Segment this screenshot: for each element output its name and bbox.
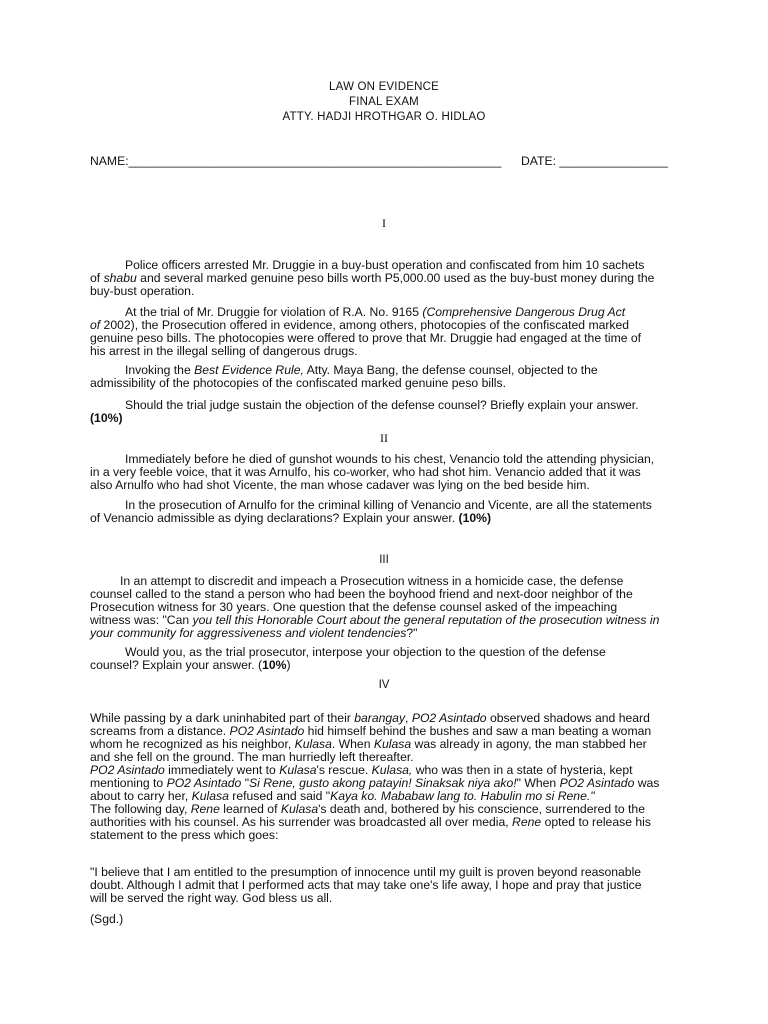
s1-p3-text: Invoking the [125,363,195,377]
s1-p1-text: and several marked genuine peso bills worth P5,000.00 used as the buy-bust money during the [136,271,655,285]
s4-text: . When [331,737,374,751]
kulasa: Kulasa [191,789,229,803]
section-2-numeral: II [380,431,388,445]
s1-p2-line-c: genuine peso bills. The photocopies were offered to prove that Mr. Druggie had engaged at the time of [90,331,642,345]
section-1-paragraph-1 [90,259,680,298]
section-2-question [90,499,680,525]
s4-text: 's death and, bothered by his conscience, surrendered to the [318,802,645,816]
s4-line-4: and she fell on the ground. The man hurriedly left thereafter. [90,750,414,764]
shabu-term: shabu [103,271,137,285]
po2-asintado: PO2 Asintado [229,724,305,738]
s1-p3-line-b: admissibility of the photocopies of the confiscated marked genuine peso bills. [90,376,506,390]
s2-points: (10%) [458,511,492,525]
section-1-question [90,399,680,425]
s3-question-line-a: Would you, as the trial prosecutor, interpose your objection to the question of the defense [125,645,606,659]
exam-title: LAW ON EVIDENCE [329,81,439,93]
section-3-numeral: III [379,554,389,566]
s3-p1-text: ?" [406,626,418,640]
professor-name: ATTY. HADJI HROTHGAR O. HIDLAO [282,111,486,123]
kulasa: Kulasa [279,763,317,777]
date-field[interactable] [521,155,668,168]
s1-p1-line-c: buy-bust operation. [90,284,195,298]
po2-asintado: PO2 Asintado [90,763,165,777]
s3-p1-line-b: counsel called to the stand a person who had been the boyhood friend and next-door neighbor of the [90,587,633,601]
best-evidence-rule: Best Evidence Rule, [194,363,304,377]
s4-text: whom he recognized as his neighbor, [90,737,295,751]
s4-text: observed shadows and heard [486,711,650,725]
rene: Rene [190,802,220,816]
name-field[interactable] [90,155,501,168]
section-4-numeral: IV [378,679,390,691]
barangay-term: barangay [354,711,406,725]
s3-points: 10% [262,658,287,672]
s4-text: screams from a distance. [90,724,230,738]
po2-asintado: PO2 Asintado [559,776,635,790]
section-3-question [90,646,680,672]
s4-text: immediately went to [164,763,280,777]
kulasa-statement: Si Rene, gusto akong patayin! Sinaksak niya ako! [249,776,517,790]
s1-p1-text: of [90,271,104,285]
kulasa-reply: Kaya ko. Mababaw lang to. Habulin mo si Rene." [330,789,595,803]
s4-text: , [405,711,412,725]
s3-question-text: ) [286,658,291,672]
s4-text: authorities with his counsel. As his surrender was broadcasted all over media, [90,815,513,829]
s4-text: " [241,776,250,790]
s2-question-line-b: of Venancio admissible as dying declarations? Explain your answer. [90,511,459,525]
s3-p1-line-c: Prosecution witness for 30 years. One question that the defense counsel asked of the impeaching [90,600,618,614]
s4-text: 's rescue. [316,763,372,777]
date-blank[interactable]: ________________ [559,154,668,168]
s4-text: The following day, [90,802,191,816]
signature-note: (Sgd.) [90,912,124,926]
section-1-numeral: I [382,216,386,230]
kulasa: Kulasa, [371,763,413,777]
s3-p1-text: witness was: "Can [90,613,193,627]
statement-line-3: will be served the right way. God bless us all. [90,891,333,905]
impeaching-question: you tell this Honorable Court about the general reputation of the prosecution witness in [192,613,660,627]
press-statement [90,866,680,905]
kulasa: Kulasa [280,802,319,816]
s4-text: was already in agony, the man stabbed her [411,737,647,751]
s1-p3-text: Atty. Maya Bang, the defense counsel, objected to the [303,363,598,377]
statement-line-2: doubt. Although I admit that I performed acts that may take one's life away, I hope and pray that justice [90,878,642,892]
section-1-paragraph-3 [90,364,680,390]
act-title: (Comprehensive Dangerous Drug Act [422,305,626,319]
s2-p1-line-c: also Arnulfo who had shot Vicente, the man whose cadaver was lying on the bed beside him. [90,478,590,492]
s3-p1-line-a: In an attempt to discredit and impeach a Prosecution witness in a homicide case, the defense [120,574,624,588]
s1-points: (10%) [90,411,123,425]
s4-text: about to carry her, [90,789,192,803]
exam-subtitle: FINAL EXAM [349,96,419,108]
s4-text: hid himself behind the bushes and saw a man beating a woman [304,724,652,738]
rene: Rene [512,815,542,829]
s2-p1-line-a: Immediately before he died of gunshot wounds to his chest, Venancio told the attending physician, [125,452,655,466]
s4-text: was [634,776,660,790]
s4-line-10: statement to the press which goes: [90,828,279,842]
s1-p2-line-d: his arrest in the illegal selling of dangerous drugs. [90,344,358,358]
s1-p1-line-a: Police officers arrested Mr. Druggie in a buy-bust operation and confiscated from him 10 sachets [125,258,645,272]
date-label: DATE: [521,154,556,168]
kulasa: Kulasa [373,737,412,751]
s4-text: refused and said " [228,789,331,803]
s4-text: who was then in a state of hysteria, kept [412,763,633,777]
kulasa: Kulasa [294,737,332,751]
section-2-paragraph-1 [90,453,680,492]
s4-text: opted to release his [541,815,651,829]
section-3-paragraph-1 [90,575,680,640]
section-4-narrative [90,712,680,842]
section-1-paragraph-2 [90,306,680,358]
impeaching-question-cont: your community for aggressiveness and violent tendencies [90,626,407,640]
s4-text: " When [516,776,560,790]
s1-question-text: Should the trial judge sustain the objection of the defense counsel? Briefly explain your answer. [125,398,639,412]
po2-asintado: PO2 Asintado [166,776,242,790]
statement-line-1: "I believe that I am entitled to the presumption of innocence until my guilt is proven beyond reasonable [90,865,642,879]
s4-text: While passing by a dark uninhabited part of their [90,711,355,725]
s3-question-text: counsel? Explain your answer. ( [90,658,263,672]
s1-p2-text: At the trial of Mr. Druggie for violation of R.A. No. 9165 [125,305,423,319]
s4-text: learned of [219,802,281,816]
s2-question-line-a: In the prosecution of Arnulfo for the criminal killing of Venancio and Vicente, are all the statements [125,498,652,512]
name-blank[interactable]: _______________________________________________________ [128,154,502,168]
name-label: NAME: [90,154,129,168]
s1-p2-text: 2002), the Prosecution offered in evidence, among others, photocopies of the confiscated marked [100,318,630,332]
s4-text: mentioning to [90,776,167,790]
s2-p1-line-b: in a very feeble voice, that it was Arnulfo, his co-worker, who had shot him. Venancio added that it was [90,465,641,479]
act-title-cont: of [90,318,101,332]
po2-asintado: PO2 Asintado [411,711,487,725]
